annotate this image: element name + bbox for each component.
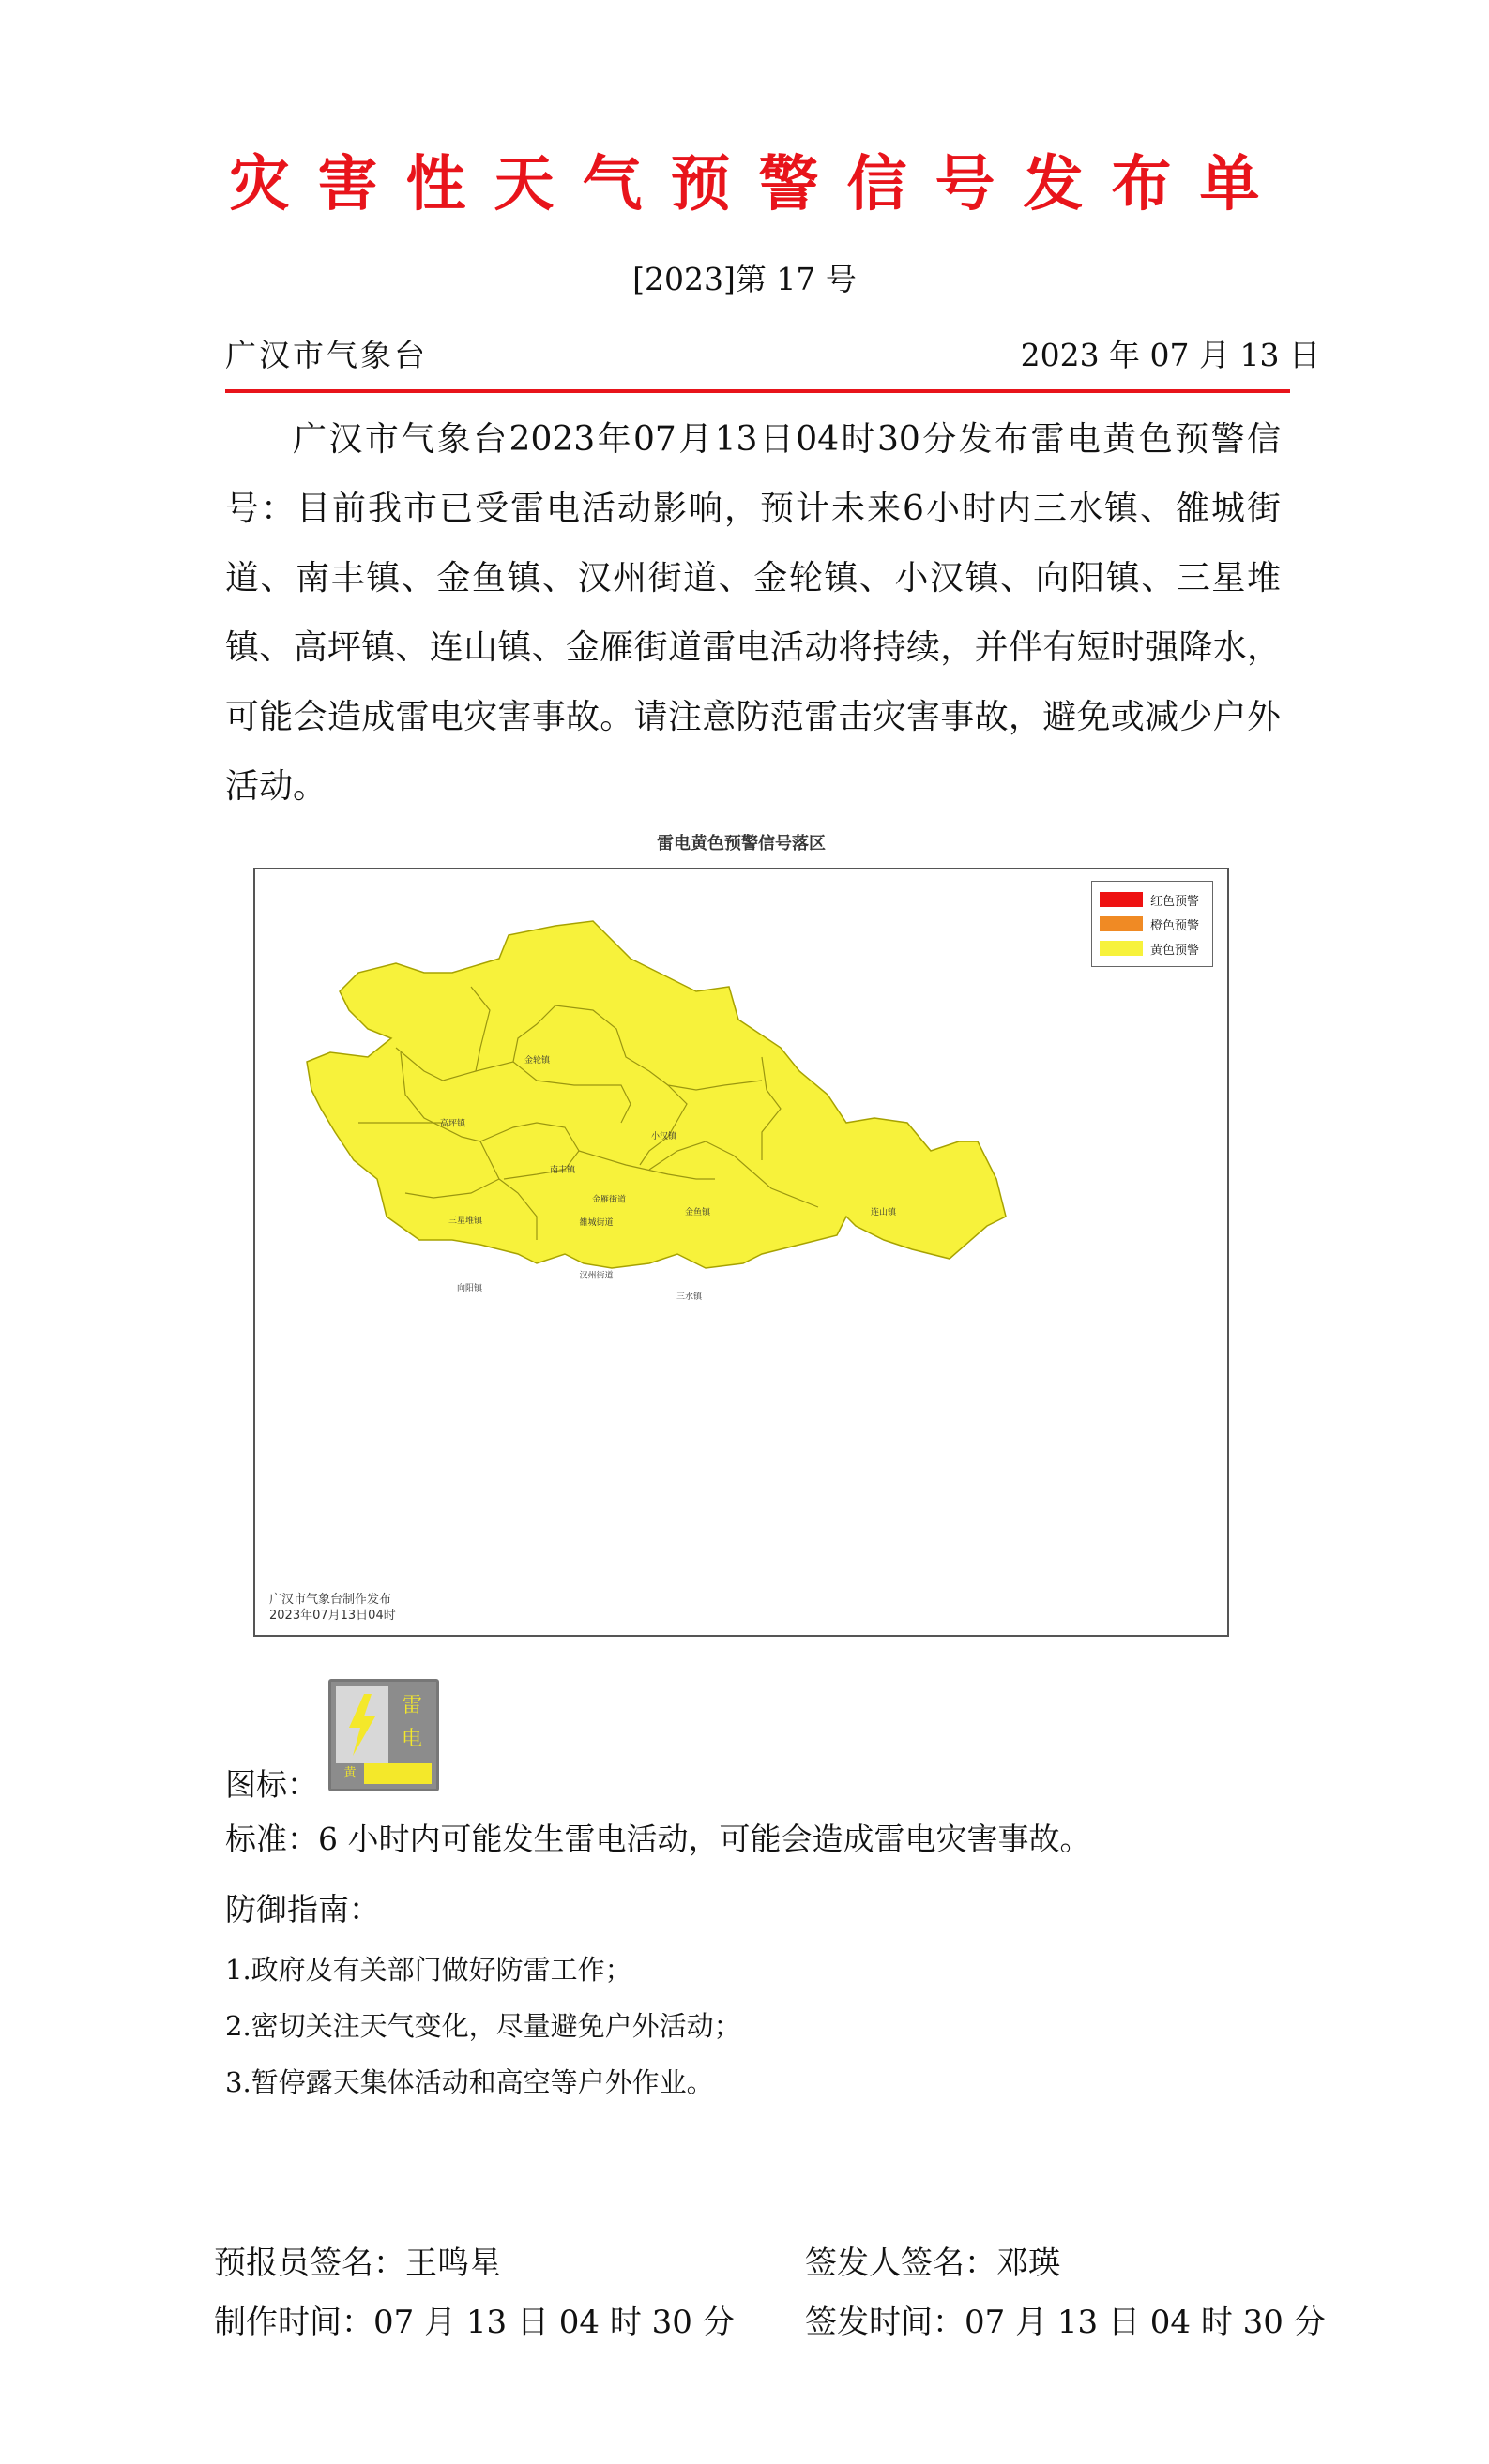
map-footer [269,1592,396,1624]
signer-signature: 签发人签名：邓瑛 [805,2245,1060,2282]
red-divider [225,389,1290,393]
guide-item: 1.政府及有关部门做好防雷工作； [225,1954,632,1986]
icon-text [393,1689,431,1757]
legend-label: 黄色预警 [1150,943,1200,958]
warning-body: 广汉市气象台2023年07月13日04时30分发布雷电黄色预警信号：目前我市已受雷电活动影响，预计未来6小时内三水镇、雒城街道、南丰镇、金鱼镇、汉州街道、金轮镇、小汉镇、向阳镇、三星堆镇、高坪镇、连山镇、金雁街道雷电活动将持续，并伴有短时强降水，可能会造成雷电灾害事故。请注意防范雷击灾害事故，避免或减少户外活动。 [225,420,1281,806]
document-title: 灾害性天气预警信号发布单 [229,150,1288,219]
map-title: 雷电黄色预警信号落区 [657,834,826,854]
district-label: 三水镇 [676,1292,703,1302]
legend-label: 橙色预警 [1150,918,1200,933]
issue-date: 2023 年 07 月 13 日 [1020,337,1320,373]
icon-label: 图标： [225,1766,318,1803]
issuer: 广汉市气象台 [225,337,428,373]
lightning-bolt-icon [336,1686,388,1763]
icon-char: 电 [401,1728,422,1751]
legend-item [1100,887,1205,912]
legend-label: 红色预警 [1150,894,1200,909]
document-number: [2023]第 17 号 [632,261,857,297]
warning-standard: 标准：6 小时内可能发生雷电活动，可能会造成雷电灾害事故。 [225,1821,1091,1857]
district-label: 金鱼镇 [685,1208,711,1217]
legend-swatch-red [1100,892,1143,907]
warning-map [253,868,1229,1637]
legend-item [1100,936,1205,960]
icon-char: 雷 [401,1694,422,1717]
made-time: 制作时间：07 月 13 日 04 时 30 分 [214,2304,735,2341]
guide-title: 防御指南： [225,1891,380,1927]
issue-time: 签发时间：07 月 13 日 04 时 30 分 [805,2304,1326,2341]
legend-swatch-orange [1100,916,1143,931]
district-label: 高坪镇 [440,1119,466,1129]
map-footer-time: 2023年07月13日04时 [269,1609,396,1623]
guide-list [225,1942,741,2110]
forecaster-signature: 预报员签名：王鸣星 [214,2245,501,2282]
district-label: 连山镇 [870,1208,897,1217]
district-label: 南丰镇 [550,1166,576,1175]
map-legend [1091,881,1213,967]
district-label: 雒城街道 [579,1217,614,1228]
legend-swatch-yellow [1100,941,1143,956]
guide-item: 2.密切关注天气变化，尽量避免户外活动； [225,2010,741,2042]
legend-item [1100,912,1205,936]
district-label: 金雁街道 [592,1195,627,1205]
guide-item: 3.暂停露天集体活动和高空等户外作业。 [225,2066,714,2098]
district-label: 汉州街道 [579,1271,614,1281]
lightning-warning-icon [328,1679,439,1791]
district-label: 金轮镇 [524,1056,551,1066]
icon-level-char: 黄 [336,1763,364,1784]
map-footer-publisher: 广汉市气象台制作发布 [269,1593,392,1607]
district-labels [255,869,1227,1635]
district-label: 向阳镇 [457,1284,483,1293]
district-label: 三星堆镇 [448,1217,483,1226]
district-label: 小汉镇 [651,1132,677,1141]
